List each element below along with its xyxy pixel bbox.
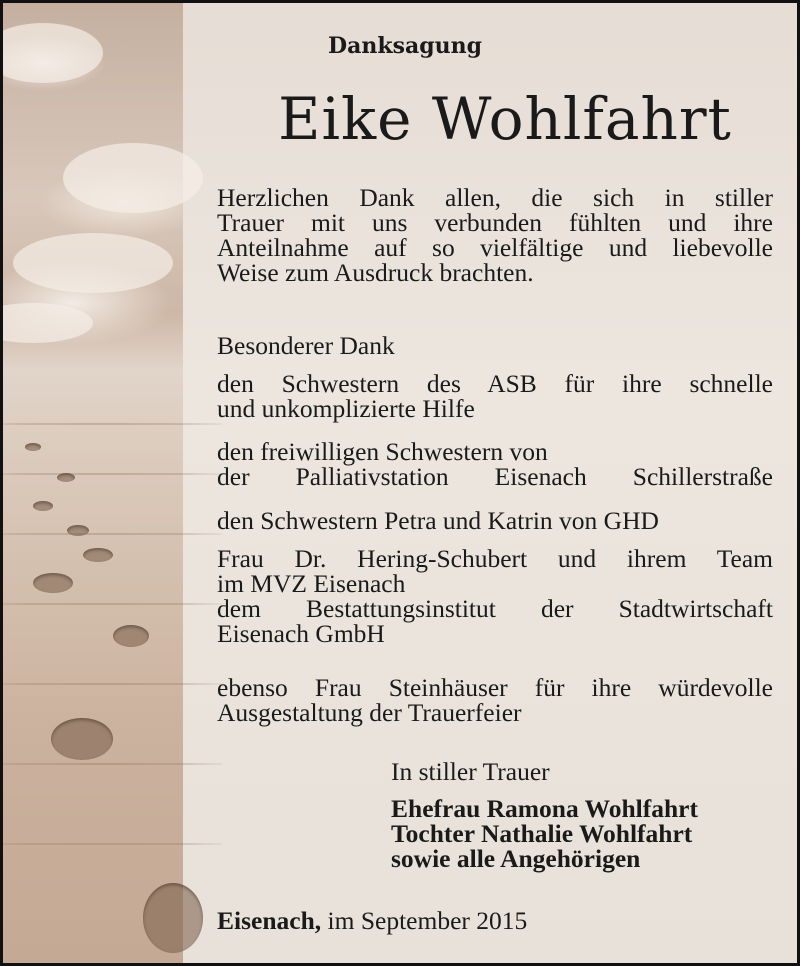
intro-line: Weise zum Ausdruck brachten.	[217, 258, 534, 287]
notice-heading: Danksagung	[328, 33, 482, 59]
deceased-name: Eike Wohlfahrt	[278, 85, 732, 153]
thanks-item: den Schwestern Petra und Katrin von GHD	[217, 506, 659, 535]
intro-paragraph	[217, 185, 773, 285]
thanks-item: ebenso Frau Steinhäuser für ihre würdevolle Ausgestaltung der Trauerfeier	[217, 673, 773, 727]
signature-name: sowie alle Angehörigen	[391, 844, 641, 873]
beach-footprints-photo	[3, 3, 183, 966]
place-date	[217, 906, 527, 936]
place: Eisenach,	[217, 906, 322, 935]
signature-name: Tochter Nathalie Wohlfahrt	[391, 819, 693, 848]
thanks-item: den Schwestern des ASB für ihre schnelle und unkomplizierte Hilfe	[217, 369, 773, 423]
intro-line: Herzlichen Dank allen, die sich in stiller	[217, 183, 773, 212]
signature-block	[391, 759, 698, 871]
date: im September 2015	[327, 906, 528, 935]
thanks-item: Frau Dr. Hering-Schubert und ihrem Team im MVZ Eisenach dem Bestattungsinstitut der Stadtwirtschaft Eisenach GmbH	[217, 544, 773, 648]
special-thanks-label: Besonderer Dank	[217, 331, 395, 360]
thanks-item: den freiwilligen Schwestern von der Palliativstation Eisenach Schillerstraße	[217, 437, 773, 491]
signature-name: Ehefrau Ramona Wohlfahrt	[391, 794, 698, 823]
intro-line: Anteilnahme auf so vielfältige und liebevolle	[217, 233, 773, 262]
intro-line: Trauer mit uns verbunden fühlten und ihre	[217, 208, 773, 237]
signature-intro: In stiller Trauer	[391, 757, 550, 786]
